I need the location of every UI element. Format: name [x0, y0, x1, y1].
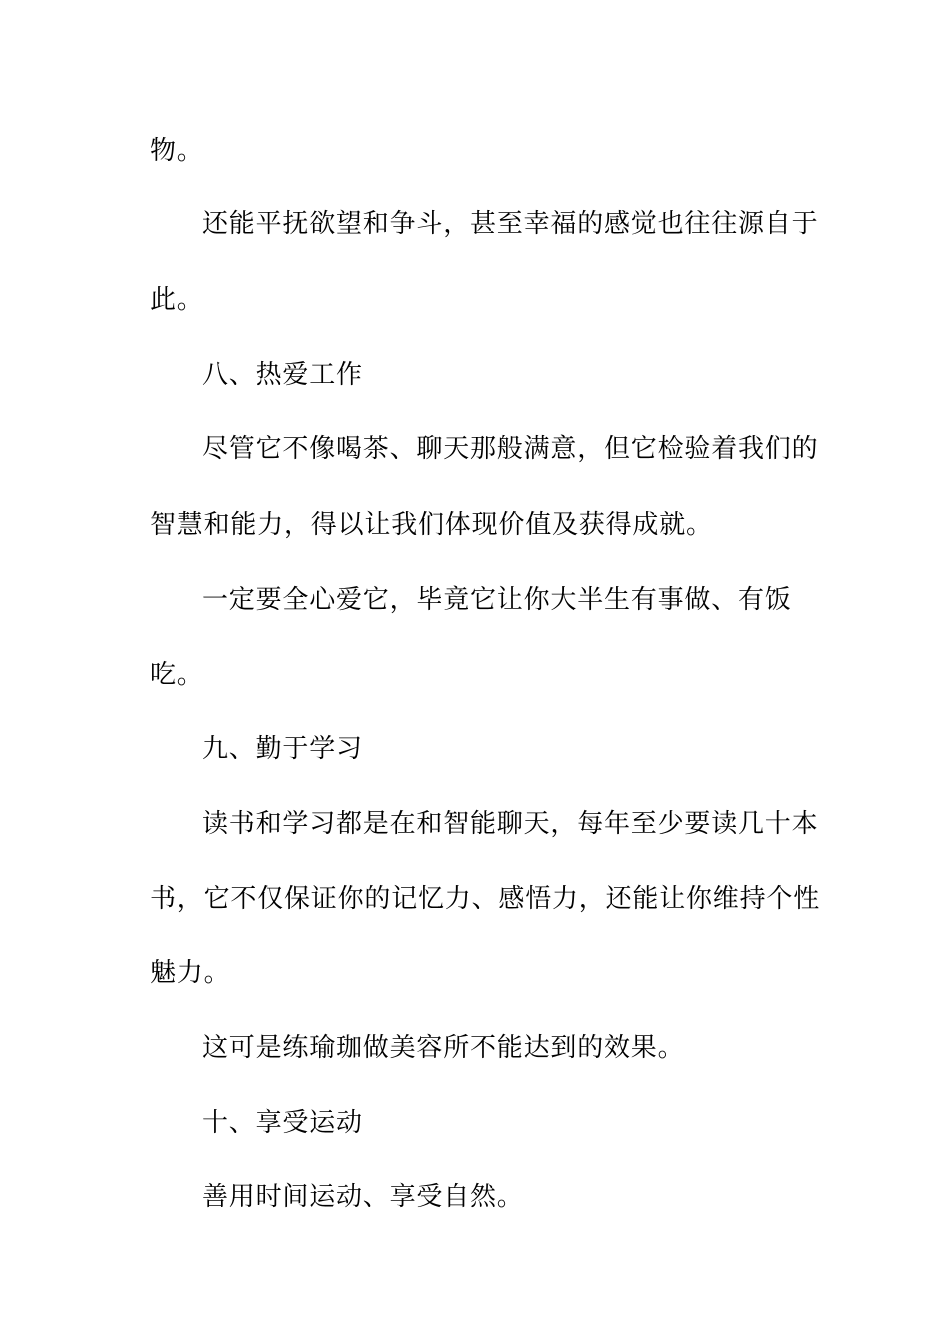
text-line: 一定要全心爱它，毕竟它让你大半生有事做、有饭: [202, 585, 792, 615]
section-heading: 九、勤于学习: [202, 734, 363, 764]
text-line: 魅力。: [150, 958, 231, 988]
text-line: 尽管它不像喝茶、聊天那般满意，但它检验着我们的: [202, 434, 819, 464]
text-line: 此。: [150, 285, 204, 315]
text-line: 善用时间运动、享受自然。: [202, 1182, 524, 1212]
section-heading: 八、热爱工作: [202, 360, 363, 390]
text-line: 吃。: [150, 660, 204, 690]
text-line: 读书和学习都是在和智能聊天，每年至少要读几十本: [202, 809, 819, 839]
text-line: 还能平抚欲望和争斗，甚至幸福的感觉也往往源自于: [202, 209, 819, 239]
text-line: 物。: [150, 136, 204, 166]
section-heading: 十、享受运动: [202, 1108, 363, 1138]
text-line: 智慧和能力，得以让我们体现价值及获得成就。: [150, 510, 713, 540]
text-line: 这可是练瑜珈做美容所不能达到的效果。: [202, 1033, 685, 1063]
text-line: 书，它不仅保证你的记忆力、感悟力，还能让你维持个性: [150, 884, 821, 914]
